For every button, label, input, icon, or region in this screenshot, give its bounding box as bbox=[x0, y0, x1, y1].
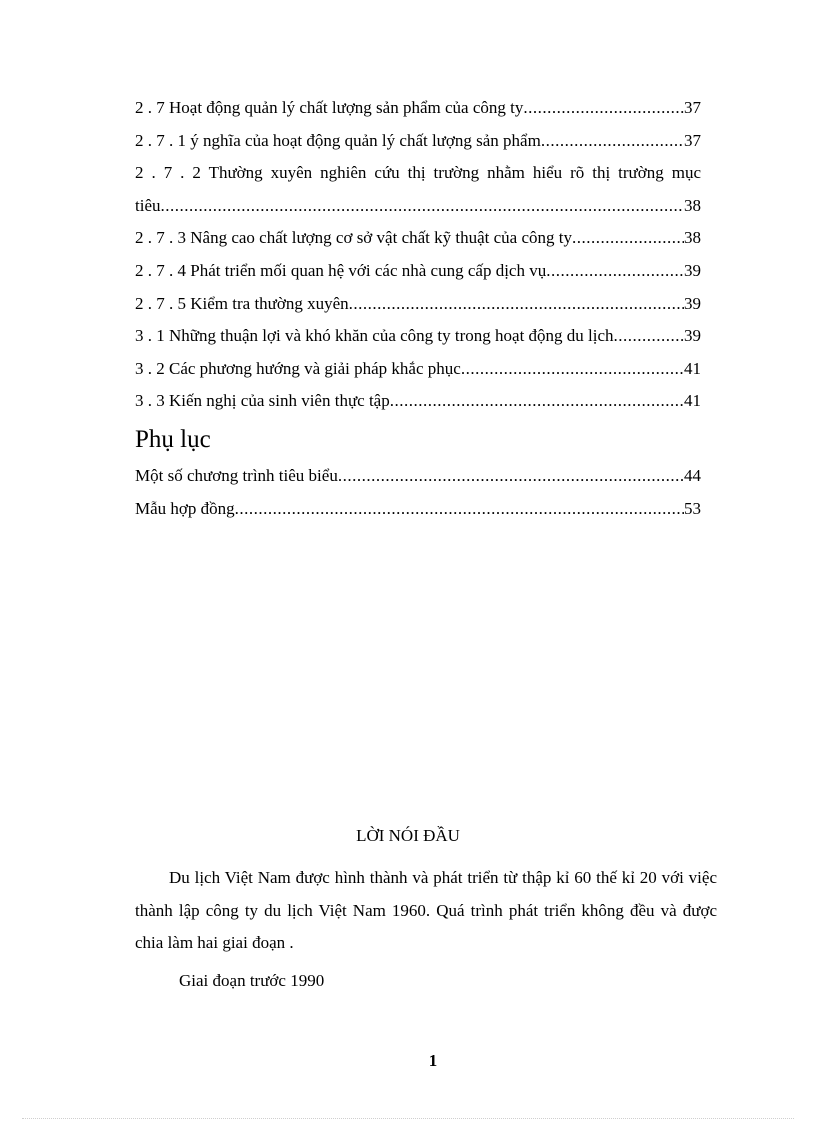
toc-entry bbox=[135, 493, 701, 526]
toc-entry-text: Một số chương trình tiêu biểu bbox=[135, 465, 338, 485]
toc-entry-page: 44 bbox=[684, 465, 701, 485]
toc-leader-dots bbox=[338, 460, 684, 493]
toc-entry-page: 41 bbox=[684, 358, 701, 378]
section-title: LỜI NÓI ĐẦU bbox=[356, 826, 460, 845]
toc-entry-page: 41 bbox=[684, 391, 701, 411]
toc-entry-text: 2 . 7 . 3 Nâng cao chất lượng cơ sở vật chất kỹ thuật của công ty bbox=[135, 228, 572, 248]
toc-entry bbox=[135, 92, 701, 125]
footer-divider bbox=[22, 1118, 794, 1119]
toc-leader-dots bbox=[541, 125, 684, 158]
toc-entry bbox=[135, 320, 701, 353]
toc-entry bbox=[135, 460, 701, 493]
toc-entry bbox=[135, 353, 701, 386]
toc-leader-dots bbox=[614, 320, 684, 353]
toc-entry-page: 38 bbox=[684, 228, 701, 248]
toc-leader-dots bbox=[390, 385, 684, 418]
toc-entry bbox=[135, 125, 701, 158]
toc-leader-dots bbox=[461, 353, 684, 386]
toc-entry bbox=[135, 288, 701, 321]
toc-entry-text: Mẫu hợp đồng bbox=[135, 498, 235, 518]
toc-leader-dots bbox=[572, 222, 684, 255]
toc-entry-page: 39 bbox=[684, 326, 701, 346]
page-number: 1 bbox=[428, 1051, 438, 1070]
toc-entry-text: 2 . 7 . 5 Kiểm tra thường xuyên bbox=[135, 293, 349, 313]
toc-entry-text: 2 . 7 Hoạt động quản lý chất lượng sản phẩm của công ty bbox=[135, 98, 524, 117]
toc-entry-page: 53 bbox=[684, 498, 701, 518]
toc-entry-text: 3 . 2 Các phương hướng và giải pháp khắc phục bbox=[135, 358, 461, 378]
toc-entry-text: 3 . 1 Những thuận lợi và khó khăn của công ty trong hoạt động du lịch bbox=[135, 326, 614, 346]
toc-leader-dots bbox=[235, 493, 684, 526]
toc-leader-dots bbox=[546, 255, 684, 288]
toc-entry-text: 2 . 7 . 1 ý nghĩa của hoạt động quản lý chất lượng sản phẩm bbox=[135, 130, 541, 150]
toc-entry-text: 2 . 7 . 4 Phát triển mối quan hệ với các nhà cung cấp dịch vụ bbox=[135, 260, 547, 280]
toc-entry-page: 37 bbox=[684, 98, 701, 117]
toc-entry bbox=[135, 385, 701, 418]
toc-leader-dots bbox=[523, 92, 684, 125]
appendix-heading: Phụ lục bbox=[135, 425, 211, 453]
toc-entry bbox=[135, 255, 701, 288]
intro-paragraph: Du lịch Việt Nam được hình thành và phát triển từ thập kỉ 60 thế kỉ 20 với việc thành lập công ty du lịch Việt Nam 1960. Quá trình phát triển không đều và được chia làm hai giai đoạn . bbox=[135, 868, 717, 952]
table-of-contents bbox=[135, 92, 701, 525]
toc-entry-text: 3 . 3 Kiến nghị của sinh viên thực tập bbox=[135, 391, 390, 411]
stage-subheading: Giai đoạn trước 1990 bbox=[179, 971, 325, 990]
toc-leader-dots bbox=[161, 190, 685, 223]
toc-entry-page: 37 bbox=[684, 130, 701, 150]
toc-entry-text: tiêu bbox=[135, 195, 161, 215]
toc-entry-page: 38 bbox=[684, 195, 701, 215]
toc-entry-page: 39 bbox=[684, 293, 701, 313]
toc-entry bbox=[135, 190, 701, 223]
toc-entry bbox=[135, 222, 701, 255]
toc-entry-page: 39 bbox=[684, 260, 701, 280]
toc-entry-wrapped-line: 2 . 7 . 2 Thường xuyên nghiên cứu thị trường nhằm hiểu rõ thị trường mục bbox=[135, 163, 701, 183]
toc-leader-dots bbox=[349, 288, 684, 321]
